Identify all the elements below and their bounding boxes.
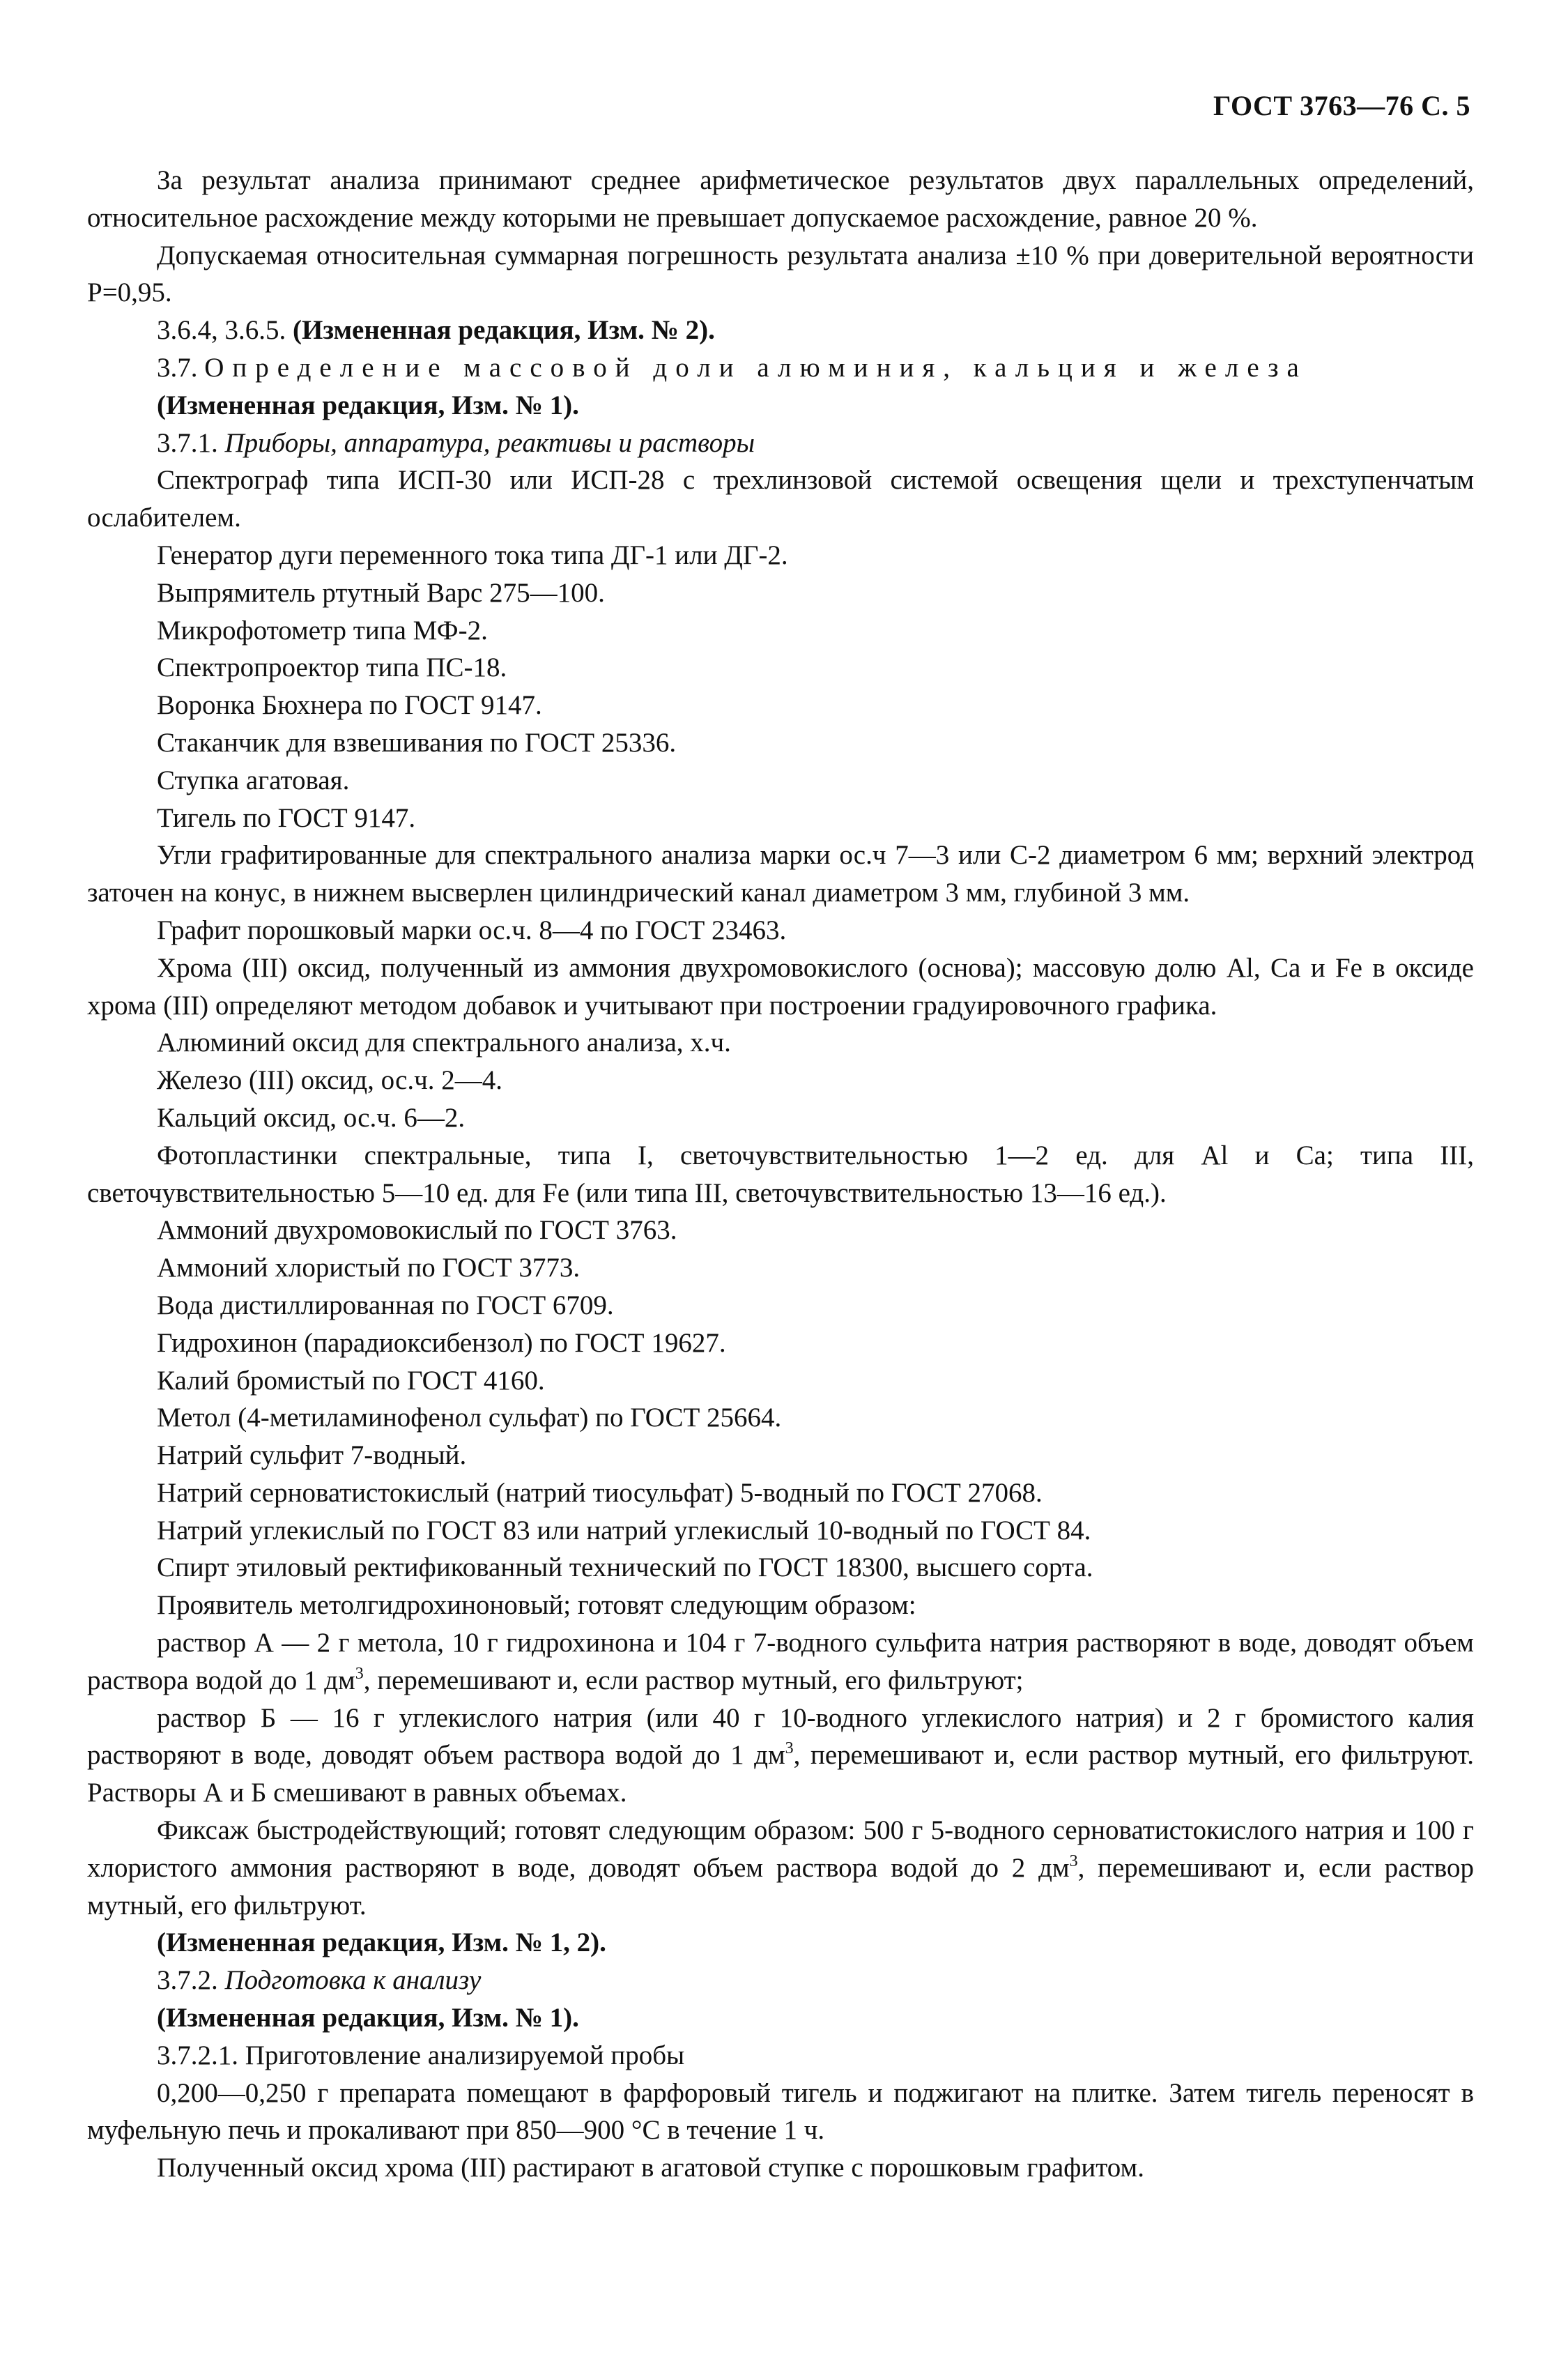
section-3-7-heading bbox=[87, 349, 1474, 387]
list-item: Генератор дуги переменного тока типа ДГ-1 или ДГ-2. bbox=[157, 540, 788, 570]
list-item: Метол (4-метиламинофенол сульфат) по ГОСТ 25664. bbox=[157, 1403, 782, 1433]
list-item: Спектрограф типа ИСП-30 или ИСП-28 с трехлинзовой системой освещения щели и трехступенчатым ослабителем. bbox=[87, 465, 1474, 533]
solution-b: раствор Б — 16 г углекислого натрия (или 40 г 10-водного углекислого натрия) и 2 г бромистого калия растворяют в воде, доводят объем раствора водой до 1 $дм^3$, перемешивают и, если раствор мутный, его фильтруют. Растворы А и Б смешивают в равных объемах. bbox=[87, 1702, 1475, 1808]
list-item: Натрий углекислый по ГОСТ 83 или натрий углекислый 10-водный по ГОСТ 84. bbox=[157, 1515, 1091, 1545]
document-body bbox=[87, 162, 1474, 2187]
list-item: Кальций оксид, ос.ч. 6—2. bbox=[157, 1102, 466, 1133]
list-item: Натрий серноватистокислый (натрий тиосульфат) 5-водный по ГОСТ 27068. bbox=[157, 1477, 1043, 1508]
list-item: Ступка агатовая. bbox=[157, 765, 350, 795]
list-item: Микрофотометр типа МФ-2. bbox=[157, 615, 488, 646]
list-item: Калий бромистый по ГОСТ 4160. bbox=[157, 1365, 545, 1396]
paragraph-revision-1-2 bbox=[87, 1924, 1474, 1962]
section-number: 3.7. bbox=[157, 352, 198, 383]
revision-note: (Измененная редакция, Изм. № 2). bbox=[293, 315, 715, 346]
section-number: 3.7.2. bbox=[157, 1965, 218, 1996]
paragraph-error: Допускаемая относительная суммарная погрешность результата анализа ±10 % при доверительной вероятности Р=0,95. bbox=[87, 240, 1474, 308]
section-3-7-2-heading bbox=[87, 1962, 1474, 1999]
list-item: Хрома (III) оксид, полученный из аммония двухромовокислого (основа); массовую долю Al, Ca и Fe в оксиде хрома (III) определяют методом добавок и учитывают при построении градуировочного графика. bbox=[87, 952, 1474, 1021]
list-item: Выпрямитель ртутный Варс 275—100. bbox=[157, 577, 605, 608]
paragraph-revision-1 bbox=[87, 387, 1474, 425]
list-item: Алюминий оксид для спектрального анализа, х.ч. bbox=[157, 1028, 731, 1058]
list-item: Спектропроектор типа ПС-18. bbox=[157, 652, 507, 683]
page-header: ГОСТ 3763—76 С. 5 bbox=[1213, 90, 1470, 121]
section-title: Подготовка к анализу bbox=[224, 1965, 482, 1996]
paragraph-grinding: Полученный оксид хрома (III) растирают в агатовой ступке с порошковым графитом. bbox=[157, 2153, 1144, 2183]
section-3-7-2-1-heading: 3.7.2.1. Приготовление анализируемой пробы bbox=[157, 2040, 685, 2070]
section-number: 3.7.1. bbox=[157, 427, 218, 458]
list-item: Тигель по ГОСТ 9147. bbox=[157, 802, 416, 833]
list-item: Спирт этиловый ректификованный технический по ГОСТ 18300, высшего сорта. bbox=[157, 1552, 1093, 1583]
list-item: Вода дистиллированная по ГОСТ 6709. bbox=[157, 1290, 614, 1320]
paragraph-result: За результат анализа принимают среднее арифметическое результатов двух параллельных определений, относительное расхождение между которыми не превышает допускаемое расхождение, равное 20 %. bbox=[87, 165, 1474, 233]
list-item: Натрий сульфит 7-водный. bbox=[157, 1440, 467, 1471]
fixer-solution: Фиксаж быстродействующий; готовят следующим образом: 500 г 5-водного серноватистокислого натрия и 100 г хлористого аммония растворяют в воде, доводят объем раствора водой до 2 $дм^3$, перемешивают и, если раствор мутный, его фильтруют. bbox=[87, 1815, 1474, 1921]
list-item: Аммоний хлористый по ГОСТ 3773. bbox=[157, 1253, 581, 1283]
list-item: Аммоний двухромовокислый по ГОСТ 3763. bbox=[157, 1215, 677, 1246]
list-item: Фотопластинки спектральные, типа I, светочувствительностью 1—2 ед. для Al и Ca; типа III, светочувствительностью 5—10 ед. для Fe (или типа III, светочувствительностью 13—16 ед.). bbox=[87, 1140, 1474, 1208]
list-item: Гидрохинон (парадиоксибензол) по ГОСТ 19627. bbox=[157, 1327, 726, 1358]
solution-a: раствор А — 2 г метола, 10 г гидрохинона и 104 г 7-водного сульфита натрия растворяют в воде, доводят объем раствора водой до 1 $дм^3$, перемешивают и, если раствор мутный, его фильтруют; bbox=[87, 1628, 1474, 1695]
equipment-list bbox=[87, 461, 1474, 1624]
list-item: Железо (III) оксид, ос.ч. 2—4. bbox=[157, 1065, 503, 1096]
paragraph-preparation: 0,200—0,250 г препарата помещают в фарфоровый тигель и поджигают на плитке. Затем тигель переносят в муфельную печь и прокаливают при 850—900 °С в течение 1 ч. bbox=[87, 2077, 1474, 2146]
section-title: Приборы, аппаратура, реактивы и растворы bbox=[224, 427, 755, 458]
list-item: Проявитель метолгидрохиноновый; готовят следующим образом: bbox=[157, 1590, 916, 1621]
list-item: Воронка Бюхнера по ГОСТ 9147. bbox=[157, 690, 542, 721]
revision-note: (Измененная редакция, Изм. № 1, 2). bbox=[157, 1927, 606, 1958]
list-item: Графит порошковый марки ос.ч. 8—4 по ГОСТ 23463. bbox=[157, 915, 787, 945]
revision-note: (Измененная редакция, Изм. № 1). bbox=[157, 2003, 579, 2033]
revision-note: (Измененная редакция, Изм. № 1). bbox=[157, 390, 579, 420]
list-item: Угли графитированные для спектрального анализа марки ос.ч 7—3 или С-2 диаметром 6 мм; верхний электрод заточен на конус, в нижнем высверлен цилиндрический канал диаметром 3 мм, глубиной 3 мм. bbox=[87, 840, 1474, 908]
paragraph-revision-2 bbox=[87, 312, 1474, 349]
section-3-7-1-heading bbox=[87, 425, 1474, 462]
section-title: Определение массовой доли алюминия, кальция и железа bbox=[204, 352, 1307, 383]
section-ref: 3.6.4, 3.6.5. bbox=[157, 315, 286, 346]
paragraph-revision-1b bbox=[87, 1999, 1474, 2037]
list-item: Стаканчик для взвешивания по ГОСТ 25336. bbox=[157, 727, 677, 758]
